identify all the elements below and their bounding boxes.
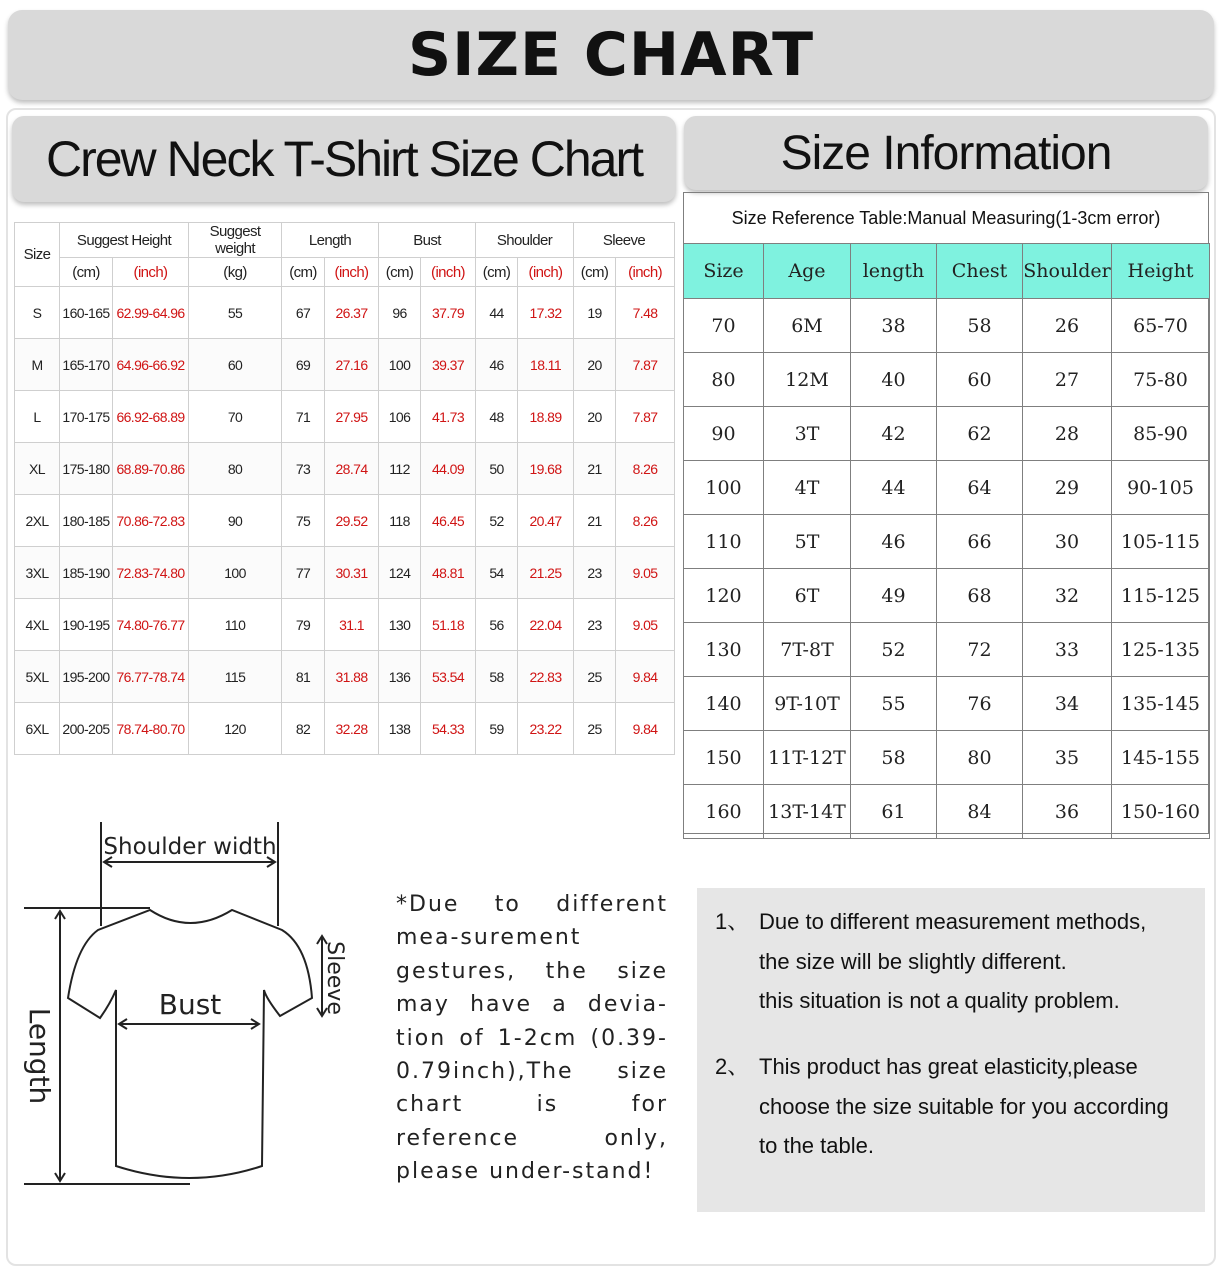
info-header-height: Height	[1112, 244, 1210, 299]
info-cell: 80	[684, 353, 764, 407]
table-cell-size: L	[15, 391, 60, 443]
table-cell-l-in: 28.74	[325, 443, 379, 495]
table-cell-b-in: 44.09	[421, 443, 476, 495]
table-cell-s-in: 22.04	[518, 599, 574, 651]
table-cell-s-in: 17.32	[518, 287, 574, 339]
info-header-shoulder: Shoulder	[1023, 244, 1112, 299]
table-row	[15, 391, 675, 443]
note-line: the size will be slightly different.	[759, 948, 1067, 974]
info-cell: 75-80	[1112, 353, 1210, 407]
unit-cm: (cm)	[379, 258, 421, 287]
info-cell: 55	[851, 677, 937, 731]
table-cell-s-cm: 52	[476, 495, 518, 547]
unit-inch: (inch)	[616, 258, 675, 287]
table-cell-s-in: 18.89	[518, 391, 574, 443]
table-cell-b-in: 46.45	[421, 495, 476, 547]
table-cell-l-cm: 79	[282, 599, 325, 651]
table-cell-l-in: 27.16	[325, 339, 379, 391]
table-row	[15, 287, 675, 339]
table-cell-h-in: 74.80-76.77	[113, 599, 189, 651]
table-cell-sl-in: 8.26	[616, 443, 675, 495]
tshirt-chart-title-banner	[12, 116, 676, 202]
table-cell-h-in: 68.89-70.86	[113, 443, 189, 495]
table-cell-l-in: 26.37	[325, 287, 379, 339]
unit-inch: (inch)	[518, 258, 574, 287]
table-cell-h-cm: 160-165	[60, 287, 113, 339]
note-line: to the table.	[759, 1133, 874, 1158]
table-cell-b-in: 54.33	[421, 703, 476, 755]
table-cell-b-in: 37.79	[421, 287, 476, 339]
table-cell-size: 6XL	[15, 703, 60, 755]
table-cell-s-in: 21.25	[518, 547, 574, 599]
info-cell: 33	[1023, 623, 1112, 677]
table-cell-l-in: 29.52	[325, 495, 379, 547]
table-cell-s-in: 18.11	[518, 339, 574, 391]
info-cell: 61	[851, 785, 937, 839]
table-row	[15, 651, 675, 703]
info-cell: 65-70	[1112, 299, 1210, 353]
table-cell-h-in: 66.92-68.89	[113, 391, 189, 443]
tshirt-size-table	[14, 222, 675, 755]
table-cell-b-in: 48.81	[421, 547, 476, 599]
table-row	[684, 461, 1210, 515]
info-cell: 7T-8T	[764, 623, 851, 677]
table-row	[684, 299, 1210, 353]
table-cell-l-cm: 75	[282, 495, 325, 547]
info-cell: 150	[684, 731, 764, 785]
table-cell-s-in: 20.47	[518, 495, 574, 547]
table-cell-b-cm: 130	[379, 599, 421, 651]
info-cell: 58	[851, 731, 937, 785]
info-cell: 80	[937, 731, 1023, 785]
size-info-title: Size Information	[780, 126, 1112, 180]
info-cell: 6M	[764, 299, 851, 353]
info-cell: 100	[684, 461, 764, 515]
unit-inch: (inch)	[113, 258, 189, 287]
info-cell: 72	[937, 623, 1023, 677]
info-cell: 11T-12T	[764, 731, 851, 785]
info-cell: 27	[1023, 353, 1112, 407]
info-cell: 35	[1023, 731, 1112, 785]
unit-cm: (cm)	[574, 258, 616, 287]
info-cell: 66	[937, 515, 1023, 569]
note-line: Due to different measurement methods,	[759, 909, 1147, 934]
info-cell: 34	[1023, 677, 1112, 731]
table-cell-size: 5XL	[15, 651, 60, 703]
table-cell-l-in: 27.95	[325, 391, 379, 443]
table-cell-l-cm: 73	[282, 443, 325, 495]
table-cell-size: 2XL	[15, 495, 60, 547]
info-cell: 58	[937, 299, 1023, 353]
note-number: 1、	[715, 909, 750, 934]
info-cell: 76	[937, 677, 1023, 731]
table-cell-sl-in: 7.87	[616, 391, 675, 443]
table-cell-b-cm: 124	[379, 547, 421, 599]
table-cell-s-cm: 48	[476, 391, 518, 443]
info-cell: 44	[851, 461, 937, 515]
info-cell: 13T-14T	[764, 785, 851, 839]
table-row	[684, 785, 1210, 839]
table-cell-size: M	[15, 339, 60, 391]
table-cell-w: 115	[189, 651, 282, 703]
info-cell: 30	[1023, 515, 1112, 569]
header-sleeve: Sleeve	[574, 223, 675, 258]
table-cell-sl-in: 7.87	[616, 339, 675, 391]
table-row	[684, 407, 1210, 461]
table-cell-b-cm: 118	[379, 495, 421, 547]
table-cell-sl-in: 9.05	[616, 599, 675, 651]
table-cell-l-cm: 81	[282, 651, 325, 703]
table-cell-w: 60	[189, 339, 282, 391]
note-line: this situation is not a quality problem.	[759, 988, 1120, 1013]
info-cell: 68	[937, 569, 1023, 623]
unit-inch: (inch)	[325, 258, 379, 287]
table-cell-sl-cm: 20	[574, 391, 616, 443]
table-cell-l-in: 30.31	[325, 547, 379, 599]
table-cell-w: 80	[189, 443, 282, 495]
table-row	[684, 731, 1210, 785]
table-cell-h-in: 64.96-66.92	[113, 339, 189, 391]
table-cell-sl-cm: 25	[574, 703, 616, 755]
table-cell-size: 3XL	[15, 547, 60, 599]
table-cell-w: 120	[189, 703, 282, 755]
table-cell-size: S	[15, 287, 60, 339]
header-suggest-height: Suggest Height	[60, 223, 189, 258]
table-cell-l-in: 31.88	[325, 651, 379, 703]
shoulder-width-label: Shoulder width	[103, 834, 277, 860]
info-cell: 32	[1023, 569, 1112, 623]
table-cell-h-cm: 185-190	[60, 547, 113, 599]
info-cell: 52	[851, 623, 937, 677]
table-row	[684, 569, 1210, 623]
table-cell-sl-in: 9.05	[616, 547, 675, 599]
info-cell: 9T-10T	[764, 677, 851, 731]
table-cell-h-cm: 180-185	[60, 495, 113, 547]
table-cell-h-in: 62.99-64.96	[113, 287, 189, 339]
info-cell: 5T	[764, 515, 851, 569]
table-cell-l-cm: 71	[282, 391, 325, 443]
info-cell: 49	[851, 569, 937, 623]
size-info-table	[683, 243, 1210, 839]
table-cell-b-in: 41.73	[421, 391, 476, 443]
info-cell: 26	[1023, 299, 1112, 353]
table-cell-b-cm: 106	[379, 391, 421, 443]
table-cell-h-in: 72.83-74.80	[113, 547, 189, 599]
table-cell-b-cm: 100	[379, 339, 421, 391]
tshirt-chart-title: Crew Neck T-Shirt Size Chart	[45, 131, 643, 187]
table-cell-h-in: 76.77-78.74	[113, 651, 189, 703]
table-row	[684, 623, 1210, 677]
table-cell-w: 90	[189, 495, 282, 547]
table-row	[15, 443, 675, 495]
table-cell-h-cm: 175-180	[60, 443, 113, 495]
info-header-length: length	[851, 244, 937, 299]
table-cell-s-cm: 54	[476, 547, 518, 599]
info-cell: 145-155	[1112, 731, 1210, 785]
table-cell-s-cm: 56	[476, 599, 518, 651]
info-cell: 120	[684, 569, 764, 623]
table-cell-w: 70	[189, 391, 282, 443]
info-cell: 62	[937, 407, 1023, 461]
header-size: Size	[15, 223, 60, 287]
info-cell: 105-115	[1112, 515, 1210, 569]
table-cell-l-cm: 77	[282, 547, 325, 599]
page-title: SIZE CHART	[407, 20, 815, 90]
bust-label: Bust	[158, 988, 222, 1021]
info-cell: 90	[684, 407, 764, 461]
table-cell-s-cm: 58	[476, 651, 518, 703]
unit-cm: (cm)	[60, 258, 113, 287]
info-cell: 40	[851, 353, 937, 407]
unit-kg: (kg)	[189, 258, 282, 287]
header-length: Length	[282, 223, 379, 258]
info-header-size: Size	[684, 244, 764, 299]
table-cell-s-cm: 44	[476, 287, 518, 339]
info-header-chest: Chest	[937, 244, 1023, 299]
table-cell-sl-cm: 23	[574, 599, 616, 651]
table-cell-s-in: 23.22	[518, 703, 574, 755]
table-cell-b-cm: 136	[379, 651, 421, 703]
table-cell-sl-cm: 21	[574, 495, 616, 547]
table-cell-h-cm: 200-205	[60, 703, 113, 755]
unit-cm: (cm)	[476, 258, 518, 287]
table-cell-b-in: 53.54	[421, 651, 476, 703]
table-cell-l-in: 32.28	[325, 703, 379, 755]
table-cell-w: 110	[189, 599, 282, 651]
sleeve-label: Sleeve	[322, 941, 347, 1015]
table-cell-h-cm: 170-175	[60, 391, 113, 443]
header-bust: Bust	[379, 223, 476, 258]
table-cell-b-in: 39.37	[421, 339, 476, 391]
table-row	[684, 515, 1210, 569]
info-cell: 36	[1023, 785, 1112, 839]
info-cell: 84	[937, 785, 1023, 839]
table-cell-l-cm: 82	[282, 703, 325, 755]
info-cell: 38	[851, 299, 937, 353]
table-cell-w: 100	[189, 547, 282, 599]
table-cell-l-cm: 69	[282, 339, 325, 391]
table-cell-w: 55	[189, 287, 282, 339]
page-title-banner	[8, 10, 1214, 100]
unit-cm: (cm)	[282, 258, 325, 287]
info-cell: 3T	[764, 407, 851, 461]
table-row	[15, 339, 675, 391]
tshirt-outline	[68, 910, 312, 1178]
table-cell-s-in: 22.83	[518, 651, 574, 703]
info-cell: 70	[684, 299, 764, 353]
table-cell-size: 4XL	[15, 599, 60, 651]
table-row	[15, 495, 675, 547]
note-number: 2、	[715, 1054, 750, 1079]
table-row	[15, 599, 675, 651]
info-cell: 90-105	[1112, 461, 1210, 515]
info-cell: 85-90	[1112, 407, 1210, 461]
tshirt-measurement-diagram	[20, 818, 360, 1198]
table-cell-b-cm: 112	[379, 443, 421, 495]
info-cell: 125-135	[1112, 623, 1210, 677]
info-cell: 115-125	[1112, 569, 1210, 623]
table-cell-b-cm: 96	[379, 287, 421, 339]
table-cell-sl-cm: 20	[574, 339, 616, 391]
header-suggest-weight: Suggest weight	[189, 223, 282, 258]
info-cell: 160	[684, 785, 764, 839]
header-shoulder: Shoulder	[476, 223, 574, 258]
measurement-note: *Due to different mea-surement gestures, the size may have a devia-tion of 1-2cm (0.39-0.79inch),The size chart is for reference only, please under-stand!	[396, 892, 668, 1185]
table-cell-h-cm: 190-195	[60, 599, 113, 651]
table-row	[15, 547, 675, 599]
table-cell-sl-cm: 25	[574, 651, 616, 703]
table-cell-s-cm: 50	[476, 443, 518, 495]
note-line: This product has great elasticity,please	[759, 1054, 1138, 1079]
table-cell-s-in: 19.68	[518, 443, 574, 495]
info-cell: 64	[937, 461, 1023, 515]
info-cell: 4T	[764, 461, 851, 515]
table-cell-b-in: 51.18	[421, 599, 476, 651]
table-cell-sl-cm: 21	[574, 443, 616, 495]
table-cell-sl-in: 9.84	[616, 651, 675, 703]
table-cell-b-cm: 138	[379, 703, 421, 755]
info-cell: 110	[684, 515, 764, 569]
table-cell-l-cm: 67	[282, 287, 325, 339]
table-cell-s-cm: 59	[476, 703, 518, 755]
info-cell: 130	[684, 623, 764, 677]
info-cell: 60	[937, 353, 1023, 407]
info-cell: 140	[684, 677, 764, 731]
table-row	[684, 677, 1210, 731]
info-cell: 6T	[764, 569, 851, 623]
notes-box	[697, 888, 1205, 1212]
table-cell-sl-in: 7.48	[616, 287, 675, 339]
info-cell: 135-145	[1112, 677, 1210, 731]
table-cell-s-cm: 46	[476, 339, 518, 391]
table-cell-h-cm: 165-170	[60, 339, 113, 391]
table-cell-sl-cm: 23	[574, 547, 616, 599]
info-cell: 150-160	[1112, 785, 1210, 839]
table-cell-sl-cm: 19	[574, 287, 616, 339]
table-cell-h-in: 78.74-80.70	[113, 703, 189, 755]
size-info-caption: Size Reference Table:Manual Measuring(1-3cm error)	[731, 207, 1161, 228]
info-header-age: Age	[764, 244, 851, 299]
note-line: choose the size suitable for you according	[759, 1093, 1169, 1119]
info-cell: 28	[1023, 407, 1112, 461]
table-row	[15, 703, 675, 755]
table-cell-sl-in: 8.26	[616, 495, 675, 547]
table-cell-h-in: 70.86-72.83	[113, 495, 189, 547]
info-cell: 46	[851, 515, 937, 569]
table-cell-l-in: 31.1	[325, 599, 379, 651]
length-label: Length	[23, 1007, 56, 1105]
table-cell-sl-in: 9.84	[616, 703, 675, 755]
info-cell: 29	[1023, 461, 1112, 515]
table-cell-h-cm: 195-200	[60, 651, 113, 703]
table-row	[684, 353, 1210, 407]
size-info-title-banner	[684, 116, 1208, 190]
unit-inch: (inch)	[421, 258, 476, 287]
table-cell-size: XL	[15, 443, 60, 495]
info-cell: 42	[851, 407, 937, 461]
info-cell: 12M	[764, 353, 851, 407]
